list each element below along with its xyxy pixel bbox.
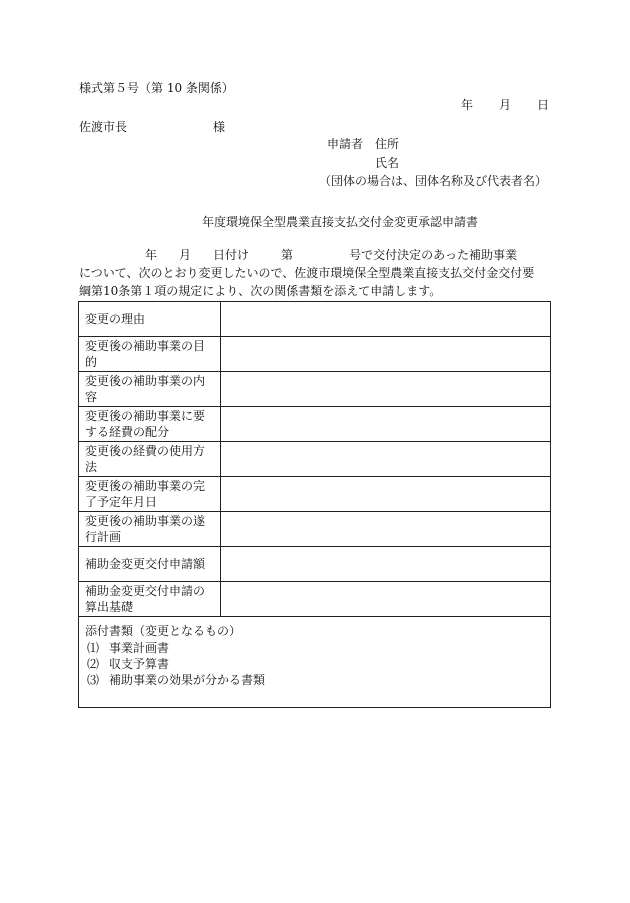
body-line-3: 綱第10条第１項の規定により、次の関係書類を添えて申請します。 xyxy=(79,284,442,298)
row-value-field[interactable] xyxy=(221,512,551,547)
row-value-field[interactable] xyxy=(221,477,551,512)
date-day: 日 xyxy=(537,98,550,112)
row-value-field[interactable] xyxy=(221,547,551,582)
body-line-1: 年 月 日付け 第 号で交付決定のあった補助事業 xyxy=(145,248,517,262)
row-label: 補助金変更交付申請額 xyxy=(79,547,221,582)
table-row xyxy=(79,547,551,582)
applicant-label: 申請者 xyxy=(327,137,364,151)
addressee xyxy=(79,119,226,135)
row-value-field[interactable] xyxy=(221,407,551,442)
table-row xyxy=(79,442,551,477)
table-row xyxy=(79,372,551,407)
table-row xyxy=(79,407,551,442)
date-year: 年 xyxy=(461,98,474,112)
row-label: 変更後の経費の使用方法 xyxy=(79,442,221,477)
form-number: 様式第５号（第 10 条関係） xyxy=(79,81,234,95)
date-month: 月 xyxy=(499,98,512,112)
document-title: 年度環境保全型農業直接支払交付金変更承認申請書 xyxy=(202,215,479,229)
body-paragraph xyxy=(79,246,554,300)
row-label: 変更後の補助事業の完了予定年月日 xyxy=(79,477,221,512)
date-line xyxy=(461,97,549,113)
attachment-item: ⑴ 事業計画書 xyxy=(87,641,170,655)
row-value-field[interactable] xyxy=(221,442,551,477)
table-row xyxy=(79,582,551,617)
row-label: 変更の理由 xyxy=(79,302,221,337)
attachments-title: 添付書類（変更となるもの） xyxy=(85,624,242,638)
row-value-field[interactable] xyxy=(221,337,551,372)
row-label: 変更後の補助事業の内容 xyxy=(79,372,221,407)
attachments-row xyxy=(79,617,551,708)
name-label: 氏名 xyxy=(375,156,400,170)
row-value-field[interactable] xyxy=(221,302,551,337)
attachment-item: ⑵ 収支予算書 xyxy=(87,657,170,671)
attachments-cell xyxy=(79,617,551,708)
addressee-name: 佐渡市長 xyxy=(79,120,128,134)
table-row xyxy=(79,337,551,372)
row-label: 補助金変更交付申請の算出基礎 xyxy=(79,582,221,617)
row-label: 変更後の補助事業の目的 xyxy=(79,337,221,372)
row-label: 変更後の補助事業の遂行計画 xyxy=(79,512,221,547)
row-value-field[interactable] xyxy=(221,582,551,617)
application-table xyxy=(78,301,551,708)
address-label: 住所 xyxy=(375,137,400,151)
group-note: （団体の場合は、団体名称及び代表者名） xyxy=(319,174,548,188)
row-value-field[interactable] xyxy=(221,372,551,407)
attachment-item: ⑶ 補助事業の効果が分かる書類 xyxy=(87,673,266,687)
table-row xyxy=(79,477,551,512)
body-line-2: について、次のとおり変更したいので、佐渡市環境保全型農業直接支払交付金交付要 xyxy=(79,266,535,280)
honorific: 様 xyxy=(213,120,226,134)
table-row xyxy=(79,302,551,337)
row-label: 変更後の補助事業に要する経費の配分 xyxy=(79,407,221,442)
table-row xyxy=(79,512,551,547)
